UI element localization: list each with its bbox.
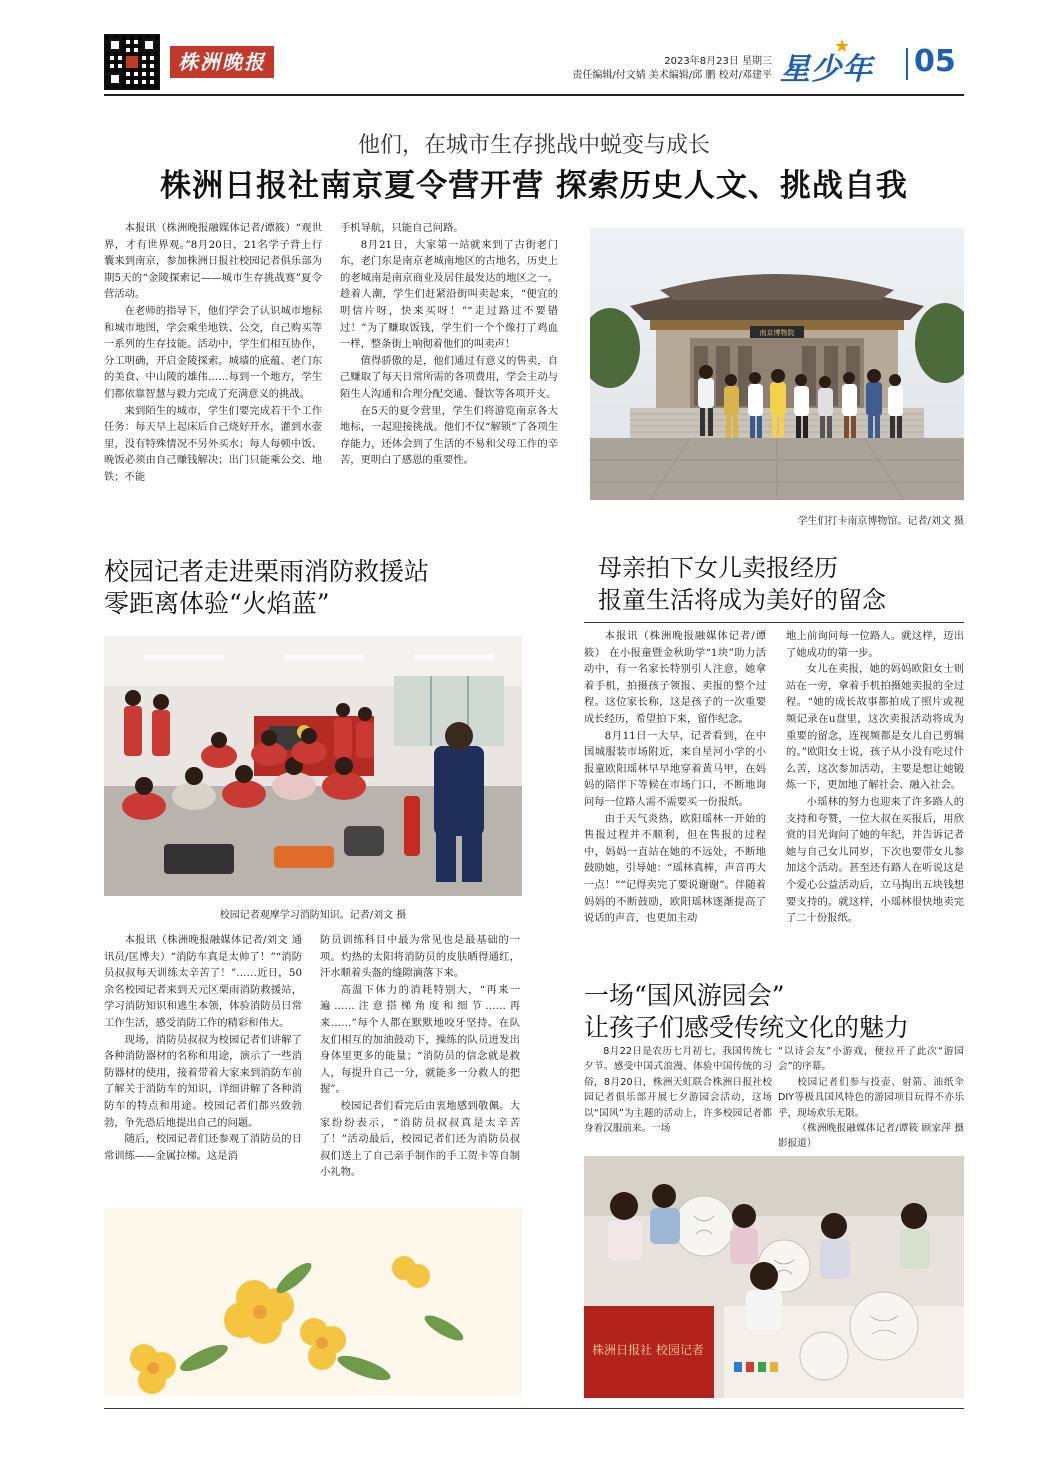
lead-column-2 — [340, 220, 558, 469]
fire-column-1 — [104, 932, 302, 1164]
paragraph: 手机导航，只能自己问路。 — [340, 222, 464, 234]
paragraph: 8月21日，大家第一站就来到了古街老门东，老门东是南京老城南地区的古地名，历史上的老城南是南京商业及居住最发达的地区之一。趁着人潮，学生们赶紧沿街叫卖起来，“便宜的明信片呀，快来买呀！”“走过路过不要错过！”为了赚取饭钱，学生们一个个像打了鸡血一样，整条街上响彻着他们的叫卖声！ — [340, 238, 558, 351]
banner-text: 株洲日报社 校园记者 — [592, 1343, 704, 1357]
museum-photo — [590, 228, 964, 500]
fire-photo-caption: 校园记者观摩学习消防知识。记者/刘文 摄 — [219, 910, 407, 921]
paragraph: 校园记者们参与投壶、射箭、油纸伞DIY等极具国风特色的游园项目玩得不亦乐乎，现场欢乐无限。 — [778, 1076, 964, 1119]
fire-headline — [104, 556, 544, 620]
newspaper-column-2 — [786, 628, 964, 927]
culture-headline-line1: 一场“国风游园会” — [584, 981, 785, 1010]
paragraph: “以诗会友”小游戏，便拉开了此次“游园会”的序幕。 — [778, 1046, 964, 1073]
paragraph: 值得骄傲的是，他们通过有意义的售卖，自己赚取了每天日常所需的各项费用，学会主动与陌生人沟通和合理分配交通、餐饮等各项开支。 — [340, 354, 558, 400]
page-divider — [906, 48, 908, 80]
decorative-flowers-image — [104, 1208, 522, 1396]
paragraph: （株洲晚报融媒体记者/谭筱 顾家萍 摄影报道） — [778, 1123, 964, 1150]
editor-credits: 责任编辑/付文婧 美术编辑/邱 鹏 校对/邓建平 — [572, 70, 772, 81]
newspaper-headline-line2: 报童生活将成为美好的留念 — [598, 586, 886, 614]
paragraph: 8月22日是农历七月初七，我国传统七夕节。感受中国式浪漫、体验中国传统的习俗，8月20日，株洲天虹联合株洲日报社校园记者俱乐部开展七夕游园会活动，这场以“国风”为主题的活动上，许多校园记者都身着汉服前来。一场 — [584, 1046, 772, 1135]
fire-headline-line1: 校园记者走进栗雨消防救援站 — [104, 557, 430, 586]
paragraph: 本报讯（株洲晚报融媒体记者/谭筱）“观世界，才有世界观。”8月20日，21名学子背上行囊来到南京，参加株洲日报社校园记者俱乐部为期5天的“金陵探索记——城市生存挑战赛”夏令营活动。 — [104, 222, 322, 301]
culture-headline-line2: 让孩子们感受传统文化的魅力 — [584, 1013, 910, 1042]
header-rule — [104, 94, 964, 96]
lead-kicker: 他们，在城市生存挑战中蜕变与成长 — [357, 133, 710, 158]
museum-photo-caption: 学生们打卡南京博物馆。记者/刘文 摄 — [797, 516, 964, 527]
section-logo — [780, 36, 900, 87]
paragraph: 由于天气炎热，欧阳瑶林一开始的售报过程并不顺利，但在售报的过程中，妈妈一直站在她的不远处，不断地鼓励她，引导她：“瑶林真棒，声音再大一点！”“记得卖完了要说谢谢”。伴随着妈妈的不断鼓励，欧阳瑶林逐渐提高了说话的声音，也更加主动 — [584, 812, 766, 925]
culture-headline — [584, 980, 964, 1044]
star-icon: ★ — [834, 36, 852, 57]
garden-party-photo — [584, 1156, 964, 1398]
qr-code — [104, 34, 160, 90]
newspaper-headline — [598, 552, 964, 616]
paragraph: 校园记者们看完后由衷地感到敬佩。大家纷纷表示，“消防员叔叔真是太辛苦了！”活动最后，校园记者们还为消防员叔叔们送上了自己亲手制作的手工贺卡等自制小礼物。 — [320, 1099, 520, 1179]
paragraph: 防员训练科目中最为常见也是最基础的一项。灼热的太阳将消防员的皮肤晒得通红，汗水顺着头盔的缝隙滴落下来。 — [320, 934, 520, 980]
paragraph: 在老师的指导下，他们学会了认识城市地标和城市地图，学会乘坐地铁、公交，自己购买等一系列的生存技能。活动中，学生们相互协作，分工明确，开启金陵探索。城墙的底蕴、老门东的美食、中山陵的雄伟……每到一个地方，学生们都依靠智慧与毅力完成了充满意义的挑战。 — [104, 304, 322, 400]
section-title: 星少年 — [780, 52, 873, 87]
paragraph: 来到陌生的城市，学生们要完成若干个工作任务：每天早上起床后自己烧好开水，灌到水壶里，没有特殊情况不另外买水；每人每顿中饭、晚饭必须由自己赚钱解决；出门只能乘公交、地铁；不能 — [104, 404, 322, 483]
lead-column-1 — [104, 220, 322, 486]
paragraph: 小瑶林的努力也迎来了许多路人的支持和夸赞，一位大叔在买报后，用欣赏的目光询问了她的年纪，并告诉记者她与自己女儿同岁，下次也要带女儿参加这个活动。甚至还有路人在听说这是个爱心公益活动后，立马掏出五块钱想要支持的。就这样，小瑶林很快地卖完了二十份报纸。 — [786, 795, 964, 925]
paragraph: 高温下体力的消耗特别大，“再来一遍……注意搭梯角度和细节……再来……”每个人都在默默地咬牙坚持。在队友们相互的加油鼓动下，操练的队员迸发出身体里更多的能量；“消防员的信念就是救人，每提升自己一分，就能多一分救人的把握”。 — [320, 983, 520, 1096]
paragraph: 本报讯（株洲晚报融媒体记者/谭筱） 在小报童暨金秋助学“1块”助力活动中，有一名家长特别引人注意，她拿着手机，拍摄孩子领报、卖报的整个过程。这位家长称，这是孩子的一次重要成长经历，希望拍下来，留作纪念。 — [584, 630, 766, 725]
paragraph: 本报讯（株洲晚报融媒体记者/刘文 通讯员/匡博夫）“消防车真是太帅了！”“消防员叔叔每天训练太辛苦了！”……近日，50余名校园记者来到天元区栗雨消防救援站，学习消防知识和逃生本领，体验消防员日常工作生活，感受消防工作的精彩和伟大。 — [104, 934, 302, 1029]
paragraph: 女儿在卖报，她的妈妈欧阳女士则站在一旁，拿着手机拍摄她卖报的全过程。“她的成长故事都拍成了照片或视频记录在u盘里，这次卖报活动将成为重要的留念，连视频都是女儿自己剪辑的。”欧阳女士说，孩子从小没有吃过什么苦，这次参加活动，主要是想让她锻炼一下，更加地了解社会、融入社会。 — [786, 663, 964, 792]
footer-rule — [104, 1408, 964, 1409]
newspaper-column-1 — [584, 628, 766, 927]
lead-headline: 株洲日报社南京夏令营开营 探索历史人文、挑战自我 — [160, 168, 908, 204]
dateline: 2023年8月23日 星期三 — [664, 56, 772, 67]
paragraph: 8月11日一大早，记者看到，在中国城服装市场附近，来自星河小学的小报童欧阳瑶林早早地穿着黄马甲，在妈妈的陪伴下等候在市场门口，不断地询问每一位路人需不需要买一份报纸。 — [584, 729, 766, 808]
paragraph: 在5天的夏令营里，学生们将游览南京各大地标，一起迎接挑战。他们不仅“解锁”了各项生存能力，还体会到了生活的不易和父母工作的辛苦，更明白了感恩的重要性。 — [340, 404, 558, 467]
paragraph: 随后，校园记者们还参观了消防员的日常训练——金属拉梯。这是消 — [104, 1133, 302, 1162]
fire-station-photo — [104, 636, 522, 896]
culture-column-2 — [778, 1044, 964, 1152]
newspaper-headline-line1: 母亲拍下女儿卖报经历 — [598, 554, 838, 582]
paragraph: 地上前询问每一位路人。就这样，迈出了她成功的第一步。 — [786, 630, 964, 659]
museum-sign: 南京博物院 — [759, 329, 795, 337]
masthead-logo: 株洲晚报 — [170, 46, 274, 78]
fire-column-2 — [320, 932, 520, 1181]
paragraph: 现场，消防员叔叔为校园记者们讲解了各种消防器材的名称和用途，演示了一些消防器材的使用，接着带着大家来到消防车前了解关于消防车的知识，详细讲解了各种消防车的特点和用途。校园记者们都兴致勃勃，争先恐后地提出自己的问题。 — [104, 1033, 302, 1129]
newspaper-rule — [584, 622, 964, 623]
culture-column-1 — [584, 1044, 772, 1136]
fire-headline-line2: 零距离体验“火焰蓝” — [104, 589, 330, 618]
page-number: 05 — [914, 44, 956, 79]
